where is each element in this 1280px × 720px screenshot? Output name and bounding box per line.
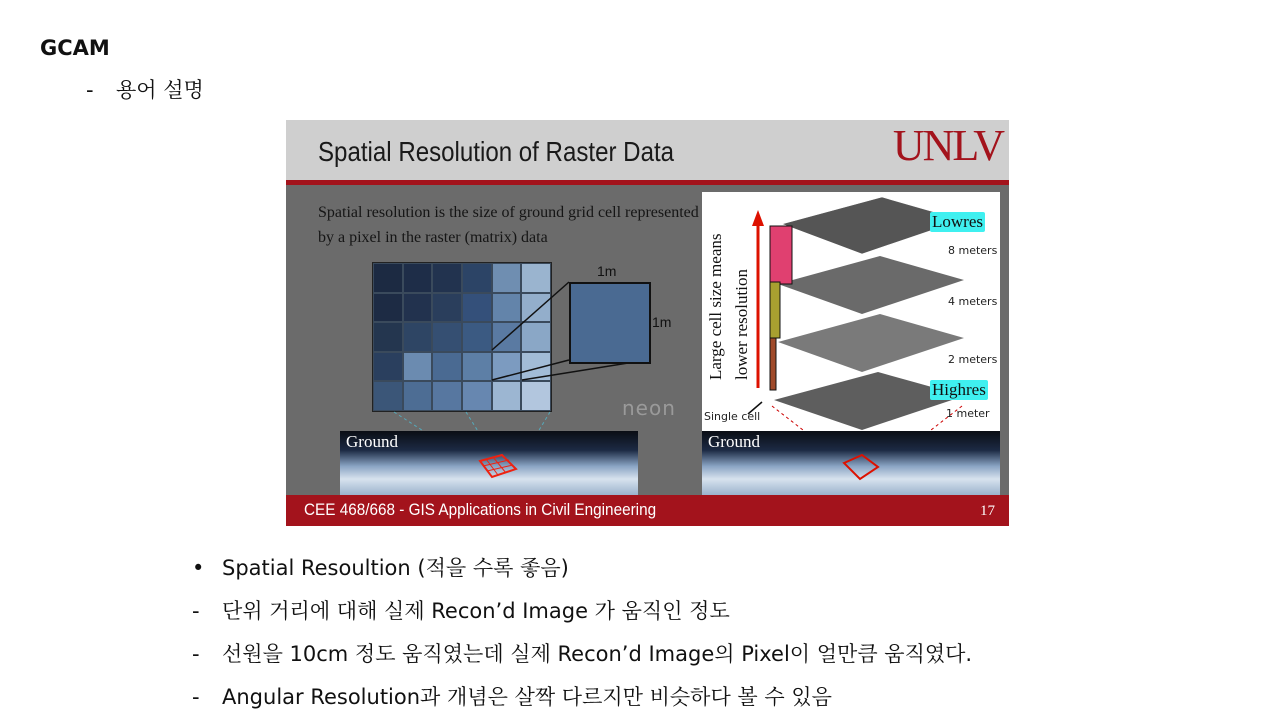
course-footer: CEE 468/668 - GIS Applications in Civil Engineering — [304, 500, 657, 519]
bullet-text: 단위 거리에 대해 실제 Recon’d Image 가 움직인 정도 — [222, 599, 730, 623]
layer-2m-label: 2 meters — [948, 353, 998, 366]
ground-cell-icon — [702, 431, 1000, 495]
side-text-1: Large cell size means — [706, 233, 725, 380]
bullet-item — [192, 595, 730, 625]
bullet-text: Spatial Resoultion (적을 수록 좋음) — [222, 556, 569, 580]
neon-watermark: neon — [622, 396, 676, 420]
dash-marker: - — [192, 599, 200, 623]
bullet-item — [192, 638, 972, 668]
side-text-2: lower resolution — [732, 269, 751, 380]
bullet-text: Angular Resolution과 개념은 살짝 다르지만 비슷하다 볼 수 있음 — [222, 685, 832, 709]
single-cell-label: Single cell — [704, 410, 761, 423]
page-number: 17 — [980, 503, 995, 519]
bullet-item — [192, 552, 569, 582]
embedded-body-text: Spatial resolution is the size of ground grid cell represented by a pixel in the raster (matrix) data — [318, 204, 699, 246]
layer-4m-label: 4 meters — [948, 295, 998, 308]
resolution-layers-panel — [702, 192, 1000, 431]
highres-tag: Highres — [932, 380, 986, 399]
lowres-tag: Lowres — [932, 212, 983, 231]
embedded-lecture-slide — [286, 120, 1009, 526]
cell-width-label: 1m — [597, 263, 617, 279]
dash-marker: - — [192, 685, 200, 709]
dash-marker: - — [86, 78, 94, 102]
ground-image-left — [340, 431, 638, 495]
layer-8m-label: 8 meters — [948, 244, 998, 257]
layer-1m-label: 1 meter — [946, 407, 990, 420]
slide-title: GCAM — [40, 36, 110, 60]
ground-label-right: Ground — [708, 432, 760, 451]
cell-height-label: 1m — [652, 314, 672, 330]
ground-label-left: Ground — [346, 432, 398, 451]
bullet-text: 선원을 10cm 정도 움직였는데 실제 Recon’d Image의 Pixel이 얼만큼 움직였다. — [222, 642, 973, 666]
embedded-footer — [286, 495, 1009, 526]
subitem-text: 용어 설명 — [116, 78, 204, 102]
zoomed-cell — [569, 282, 651, 364]
bullet-item — [192, 681, 832, 711]
unlv-logo: UNLV — [892, 121, 1003, 170]
embedded-slide-title: Spatial Resolution of Raster Data — [318, 136, 675, 167]
subitem-terms — [86, 74, 204, 104]
dash-marker: - — [192, 642, 200, 666]
ground-mesh-icon — [340, 431, 638, 495]
ground-image-right — [702, 431, 1000, 495]
bullet-marker: • — [192, 556, 205, 580]
